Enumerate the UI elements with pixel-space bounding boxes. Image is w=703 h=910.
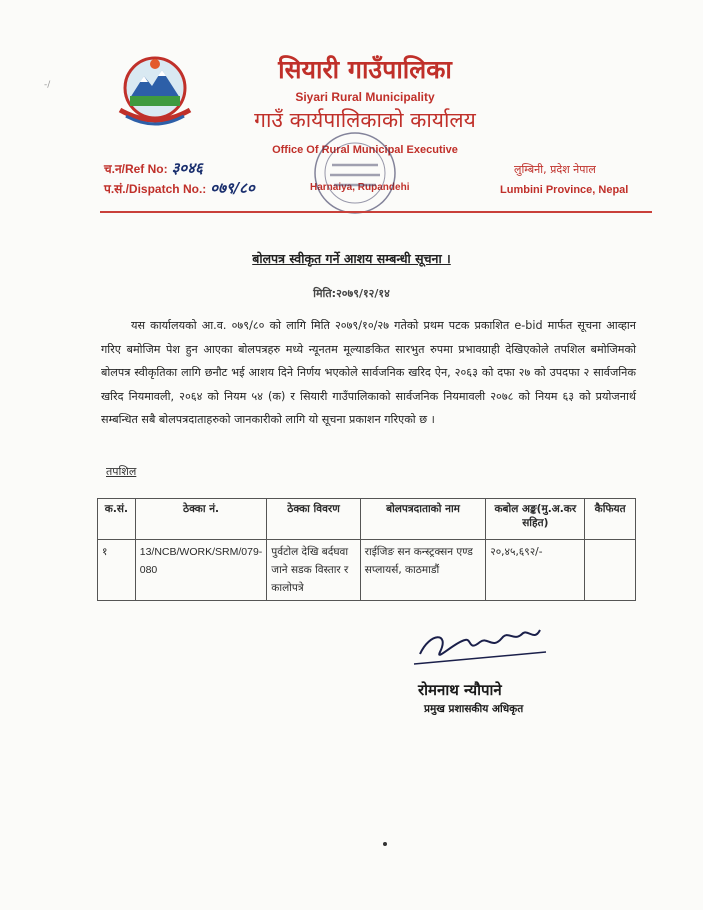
cell-description: पुर्वटोल देखि बर्दघवा जाने सडक विस्तार र कालोपत्रे: [267, 540, 360, 601]
reference-label: च.न/Ref No:: [104, 162, 168, 176]
column-header-contract-no: ठेक्का नं.: [135, 499, 267, 540]
column-header-amount: कबोल अङ्क(मु.अ.कर सहित): [486, 499, 585, 540]
notice-title: बोलपत्र स्वीकृत गर्ने आशय सम्बन्धी सूचना ।: [252, 251, 451, 266]
office-stamp-icon: [300, 125, 410, 220]
bid-details-table: [97, 498, 636, 601]
dispatch-label: प.सं./Dispatch No.:: [104, 182, 207, 196]
office-title-nepali: गाउँ कार्यपालिकाको कार्यालय: [254, 108, 476, 132]
cell-amount: २०,४५,६९२/-: [486, 540, 585, 601]
dispatch-value: ०७९/८०: [210, 179, 255, 197]
province-nepali: लुम्बिनी, प्रदेश नेपाल: [514, 163, 596, 176]
margin-pencil-mark: -/: [44, 80, 51, 90]
signatory-title: प्रमुख प्रशासकीय अधिकृत: [424, 703, 524, 715]
cell-bidder: राईजिङ सन कन्स्ट्रक्सन एण्ड सप्लायर्स, काठमाडौं: [360, 540, 486, 601]
reference-number: [104, 158, 203, 178]
municipality-title-nepali: सियारी गाउँपालिका: [278, 55, 452, 84]
column-header-description: ठेक्का विवरण: [267, 499, 360, 540]
cell-contract-no: 13/NCB/WORK/SRM/079-080: [135, 540, 267, 601]
reference-value: ३०४६: [171, 159, 203, 177]
municipality-emblem-icon: [112, 50, 198, 130]
cell-sn: १: [98, 540, 136, 601]
municipality-title-english: Siyari Rural Municipality: [295, 90, 435, 104]
header-divider: [100, 211, 652, 213]
column-header-bidder: बोलपत्रदाताको नाम: [360, 499, 486, 540]
office-title-english: Office Of Rural Municipal Executive: [272, 144, 458, 156]
notice-body: यस कार्यालयको आ.व. ०७९/८० को लागि मिति २०७९/१०/२७ गतेको प्रथम पटक प्रकाशित e-bid मार्फत सूचना आव्हान गरिए बमोजिम पेश हुन आएका बोलपत्रहरु मध्ये न्यूनतम मूल्याङकित सारभुत रुपमा प्रभावग्राही देखिएकोले तपशिल बमोजिमको बोलपत्र स्वीकृतिका लागि छनौट भई आशय दिने निर्णय भएकोले सार्वजनिक खरिद ऐन, २०६३ को दफा २७ को उपदफा २ सार्वजनिक खरिद नियमावली, २०६४ को नियम ५४ (क) र सियारी गाउँपालिकाको सार्वजनिक नियमावली २०७८ को नियम ६३ को प्रयोजनार्थ सम्बन्धित सबै बोलपत्रदाताहरुको जानकारीको लागि यो सूचना प्रकाशन गरिएको छ ।: [101, 319, 636, 426]
scan-speck: [383, 842, 387, 846]
province-english: Lumbini Province, Nepal: [500, 184, 629, 196]
dispatch-number: [104, 178, 255, 198]
details-label: तपशिल: [106, 465, 137, 478]
column-header-remarks: कैफियत: [585, 499, 636, 540]
signatory-name: रोमनाथ न्यौपाने: [418, 681, 502, 699]
table-row: [98, 540, 636, 601]
notice-date: मिति:२०७९/१२/१४: [313, 287, 390, 300]
office-address: Harnaiya, Rupandehi: [310, 182, 410, 193]
cell-remarks: [585, 540, 636, 601]
table-header-row: [98, 499, 636, 540]
signature-icon: [410, 612, 550, 672]
column-header-sn: क.सं.: [98, 499, 136, 540]
